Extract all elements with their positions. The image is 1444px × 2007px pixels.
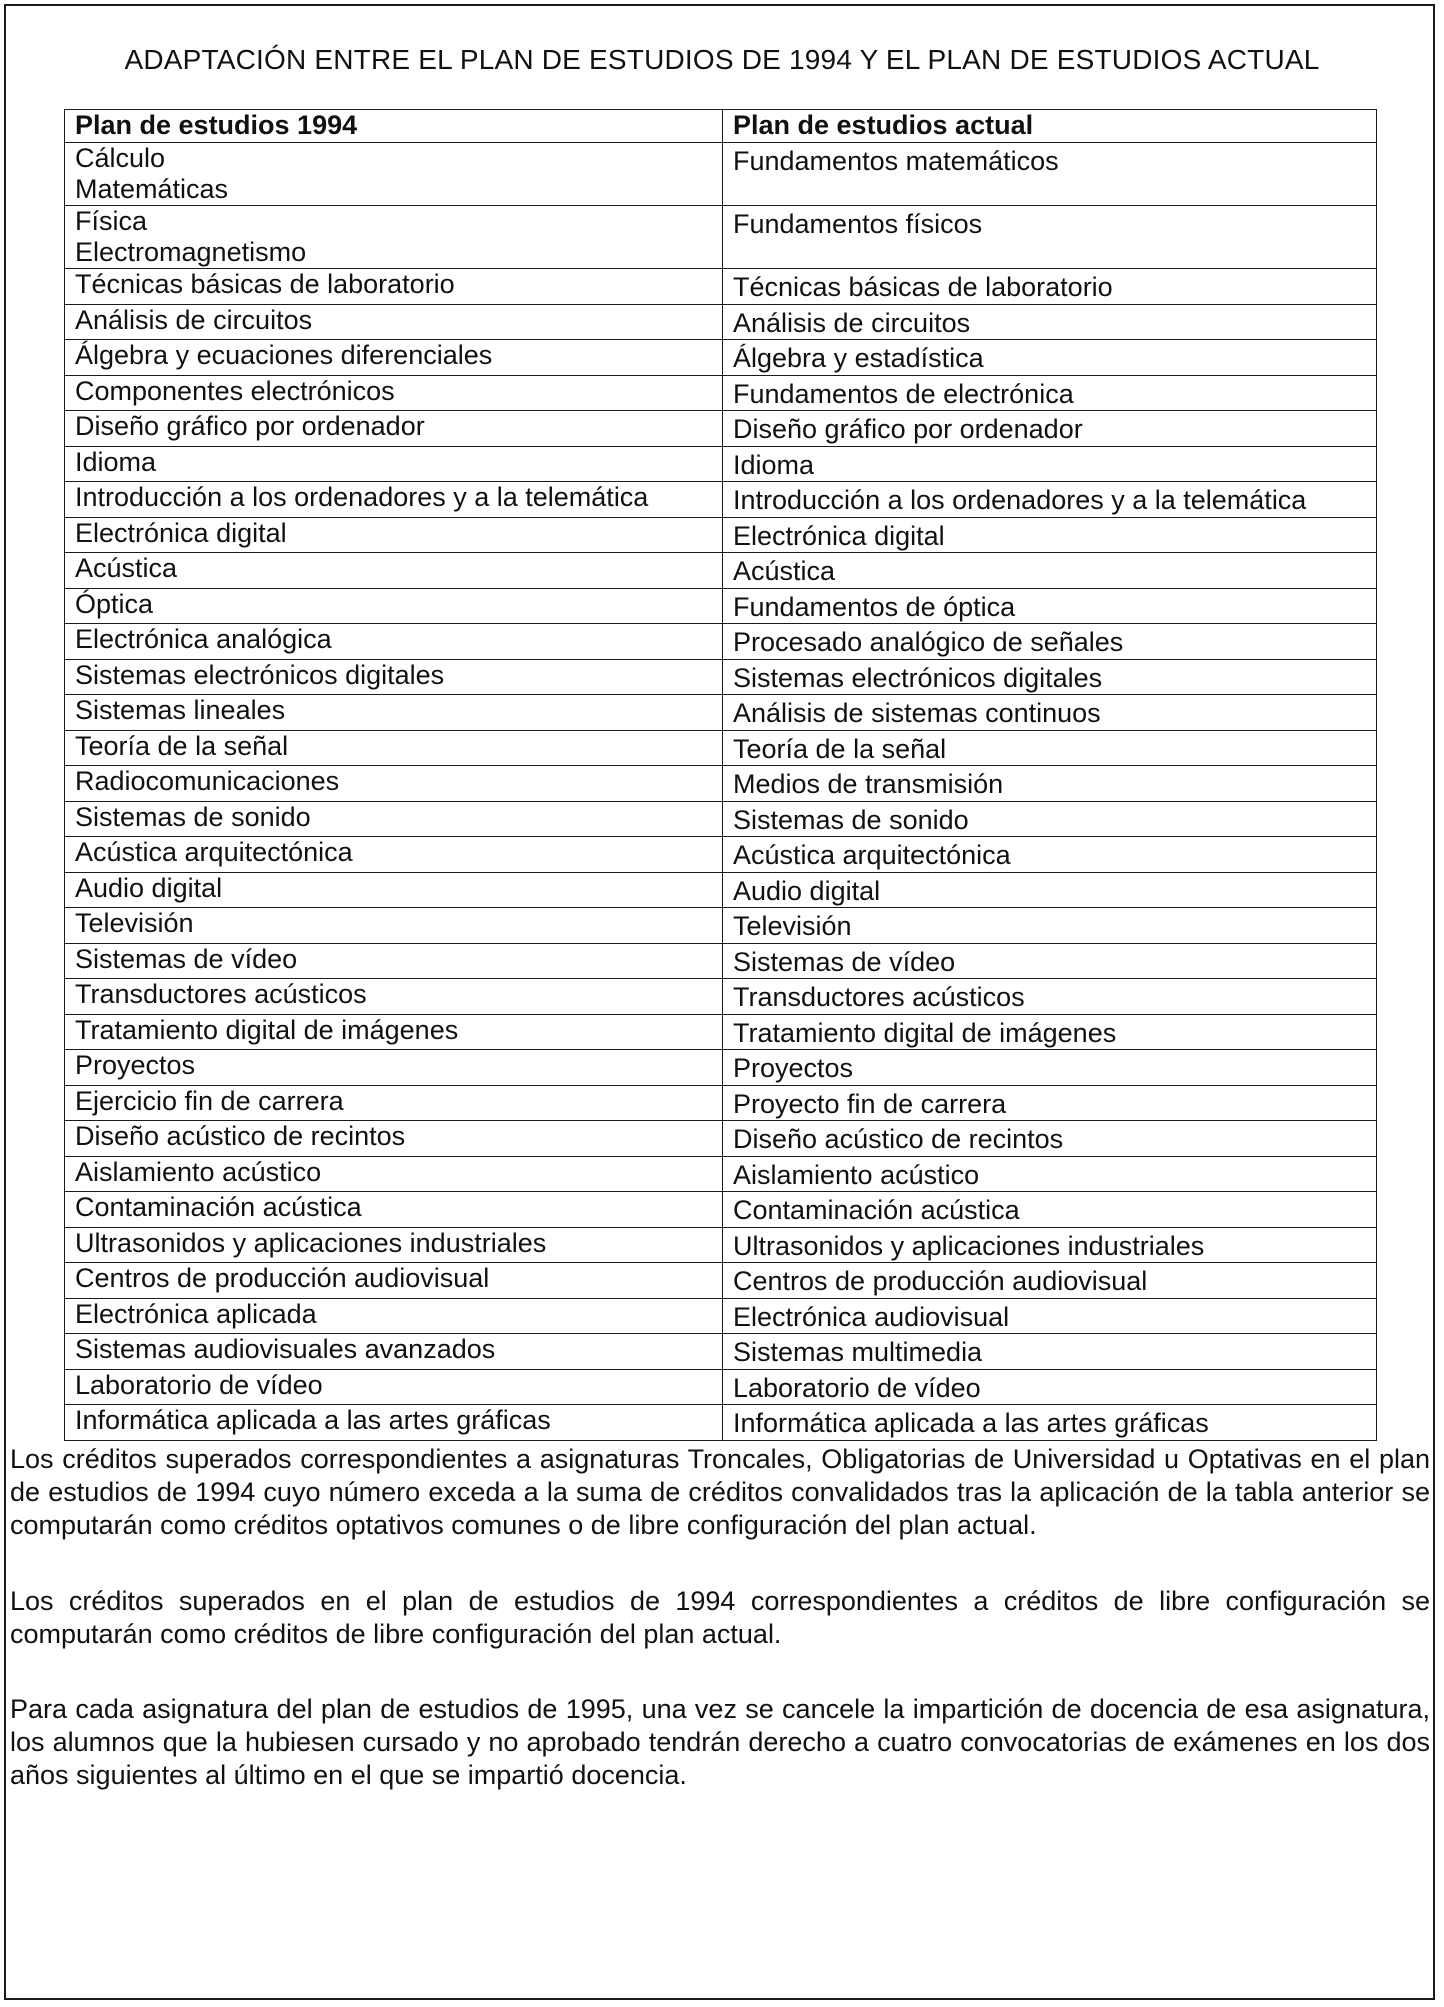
- old-subject: Centros de producción audiovisual: [75, 1263, 490, 1293]
- table-row: [65, 446, 1377, 482]
- old-plan-cell: [65, 766, 723, 802]
- old-subject: Acústica arquitectónica: [75, 837, 353, 867]
- current-subject: Introducción a los ordenadores y a la telemática: [733, 485, 1307, 515]
- table-row: [65, 1405, 1377, 1441]
- table-row: [65, 1156, 1377, 1192]
- header-current-plan: Plan de estudios actual: [723, 110, 1377, 143]
- table-row: [65, 411, 1377, 447]
- current-plan-cell: [723, 588, 1377, 624]
- table-row: [65, 269, 1377, 305]
- table-row: [65, 659, 1377, 695]
- old-subject: Electrónica analógica: [75, 624, 332, 654]
- note-paragraph-free-credits: Los créditos superados en el plan de estudios de 1994 correspondientes a créditos de libre configuración se computarán como créditos de libre configuración del plan actual.: [10, 1586, 1430, 1649]
- table-row: [65, 943, 1377, 979]
- old-plan-cell: [65, 446, 723, 482]
- old-plan-cell: [65, 1334, 723, 1370]
- current-plan-cell: [723, 411, 1377, 447]
- table-row: [65, 304, 1377, 340]
- old-plan-cell: [65, 1085, 723, 1121]
- table-row: [65, 766, 1377, 802]
- old-subject: Tratamiento digital de imágenes: [75, 1014, 459, 1045]
- old-plan-cell: [65, 588, 723, 624]
- old-subject: Técnicas básicas de laboratorio: [75, 269, 455, 299]
- old-subject: Electromagnetismo: [75, 237, 307, 267]
- current-subject: Fundamentos matemáticos: [733, 146, 1059, 176]
- old-subject: Idioma: [75, 446, 157, 477]
- current-plan-cell: [723, 766, 1377, 802]
- current-subject: Procesado analógico de señales: [733, 627, 1124, 657]
- table-row: [65, 695, 1377, 731]
- current-subject: Aislamiento acústico: [733, 1159, 980, 1190]
- old-subject: Análisis de circuitos: [75, 304, 313, 335]
- current-plan-cell: [723, 730, 1377, 766]
- current-plan-cell: [723, 801, 1377, 837]
- current-subject: Diseño gráfico por ordenador: [733, 414, 1083, 444]
- current-subject: Proyecto fin de carrera: [733, 1088, 1007, 1119]
- current-plan-cell: [723, 943, 1377, 979]
- current-plan-cell: [723, 1227, 1377, 1263]
- table-row: [65, 517, 1377, 553]
- old-plan-cell: [65, 206, 723, 269]
- current-plan-cell: [723, 695, 1377, 731]
- old-subject: Laboratorio de vídeo: [75, 1369, 323, 1400]
- old-subject: Diseño acústico de recintos: [75, 1121, 406, 1151]
- current-subject: Acústica: [733, 556, 836, 586]
- table-row: [65, 908, 1377, 944]
- old-plan-cell: [65, 553, 723, 589]
- current-plan-cell: [723, 446, 1377, 482]
- old-subject: Diseño gráfico por ordenador: [75, 411, 425, 441]
- old-plan-cell: [65, 143, 723, 206]
- current-subject: Tratamiento digital de imágenes: [733, 1017, 1117, 1048]
- old-plan-cell: [65, 1227, 723, 1263]
- current-plan-cell: [723, 979, 1377, 1015]
- current-subject: Sistemas electrónicos digitales: [733, 662, 1103, 693]
- note-paragraph-exam-rights: Para cada asignatura del plan de estudios de 1995, una vez se cancele la impartición de docencia de esa asignatura, los alumnos que la hubiesen cursado y no aprobado tendrán derecho a cuatro convocatorias de exámenes en los dos años siguientes al último en el que se impartió docencia.: [10, 1694, 1430, 1790]
- current-plan-cell: [723, 269, 1377, 305]
- old-subject: Audio digital: [75, 872, 223, 903]
- old-subject: Aislamiento acústico: [75, 1156, 322, 1187]
- old-plan-cell: [65, 1298, 723, 1334]
- table-row: [65, 1121, 1377, 1157]
- old-subject: Proyectos: [75, 1050, 196, 1080]
- current-subject: Electrónica audiovisual: [733, 1301, 1010, 1332]
- current-subject: Análisis de circuitos: [733, 307, 971, 338]
- old-plan-cell: [65, 482, 723, 518]
- old-subject: Álgebra y ecuaciones diferenciales: [75, 340, 493, 370]
- table-row: [65, 1263, 1377, 1299]
- current-plan-cell: [723, 1085, 1377, 1121]
- current-subject: Sistemas de sonido: [733, 804, 969, 835]
- table-row: [65, 1192, 1377, 1228]
- old-subject: Informática aplicada a las artes gráficas: [75, 1405, 551, 1435]
- table-row: [65, 1369, 1377, 1405]
- current-plan-cell: [723, 206, 1377, 269]
- table-row: [65, 1298, 1377, 1334]
- old-subject: Acústica: [75, 553, 178, 583]
- old-plan-cell: [65, 1050, 723, 1086]
- current-plan-cell: [723, 624, 1377, 660]
- table-row: [65, 872, 1377, 908]
- old-plan-cell: [65, 1405, 723, 1441]
- current-subject: Contaminación acústica: [733, 1195, 1020, 1225]
- old-plan-cell: [65, 1121, 723, 1157]
- adaptation-table: [64, 109, 1377, 1441]
- table-row: [65, 206, 1377, 269]
- old-plan-cell: [65, 1014, 723, 1050]
- current-subject: Televisión: [733, 911, 852, 941]
- old-plan-cell: [65, 979, 723, 1015]
- old-subject: Sistemas audiovisuales avanzados: [75, 1334, 496, 1364]
- current-subject: Fundamentos físicos: [733, 209, 983, 239]
- current-plan-cell: [723, 1298, 1377, 1334]
- old-subject: Ejercicio fin de carrera: [75, 1085, 344, 1116]
- old-plan-cell: [65, 1156, 723, 1192]
- current-plan-cell: [723, 1121, 1377, 1157]
- table-row: [65, 837, 1377, 873]
- current-plan-cell: [723, 1263, 1377, 1299]
- document-title: ADAPTACIÓN ENTRE EL PLAN DE ESTUDIOS DE 1994 Y EL PLAN DE ESTUDIOS ACTUAL: [124, 44, 1320, 75]
- current-subject: Fundamentos de óptica: [733, 591, 1016, 622]
- old-plan-cell: [65, 1369, 723, 1405]
- old-plan-cell: [65, 801, 723, 837]
- table-row: [65, 979, 1377, 1015]
- old-subject: Sistemas lineales: [75, 695, 286, 725]
- table-row: [65, 1014, 1377, 1050]
- current-plan-cell: [723, 304, 1377, 340]
- old-plan-cell: [65, 872, 723, 908]
- table-row: [65, 1085, 1377, 1121]
- old-plan-cell: [65, 304, 723, 340]
- table-row: [65, 1227, 1377, 1263]
- current-plan-cell: [723, 482, 1377, 518]
- old-plan-cell: [65, 375, 723, 411]
- old-plan-cell: [65, 411, 723, 447]
- table-header-row: [65, 110, 1377, 143]
- table-row: [65, 1050, 1377, 1086]
- current-subject: Álgebra y estadística: [733, 343, 984, 373]
- table-row: [65, 553, 1377, 589]
- current-plan-cell: [723, 908, 1377, 944]
- current-plan-cell: [723, 1192, 1377, 1228]
- old-plan-cell: [65, 908, 723, 944]
- old-subject: Ultrasonidos y aplicaciones industriales: [75, 1227, 547, 1258]
- current-subject: Centros de producción audiovisual: [733, 1266, 1148, 1296]
- current-plan-cell: [723, 553, 1377, 589]
- table-row: [65, 730, 1377, 766]
- current-plan-cell: [723, 1334, 1377, 1370]
- table-row: [65, 482, 1377, 518]
- table-row: [65, 340, 1377, 376]
- table-row: [65, 375, 1377, 411]
- old-subject: Componentes electrónicos: [75, 375, 395, 406]
- table-row: [65, 1334, 1377, 1370]
- current-plan-cell: [723, 659, 1377, 695]
- old-subject: Radiocomunicaciones: [75, 766, 340, 796]
- table-row: [65, 801, 1377, 837]
- old-subject: Electrónica aplicada: [75, 1298, 317, 1329]
- old-plan-cell: [65, 340, 723, 376]
- current-plan-cell: [723, 1050, 1377, 1086]
- old-subject: Sistemas electrónicos digitales: [75, 659, 445, 690]
- current-subject: Transductores acústicos: [733, 982, 1025, 1012]
- old-plan-cell: [65, 624, 723, 660]
- note-paragraph-credits-excess: Los créditos superados correspondientes a asignaturas Troncales, Obligatorias de Universidad u Optativas en el plan de estudios de 1994 cuyo número exceda a la suma de créditos convalidados tras la aplicación de la tabla anterior se computarán como créditos optativos comunes o de libre configuración del plan actual.: [10, 1444, 1430, 1540]
- old-subject: Televisión: [75, 908, 194, 938]
- old-subject: Óptica: [75, 588, 154, 619]
- old-plan-cell: [65, 730, 723, 766]
- old-subject: Matemáticas: [75, 174, 229, 204]
- old-subject: Introducción a los ordenadores y a la telemática: [75, 482, 649, 512]
- current-plan-cell: [723, 872, 1377, 908]
- old-plan-cell: [65, 837, 723, 873]
- old-plan-cell: [65, 695, 723, 731]
- old-plan-cell: [65, 269, 723, 305]
- old-subject: Sistemas de vídeo: [75, 943, 298, 974]
- current-subject: Teoría de la señal: [733, 733, 947, 764]
- current-plan-cell: [723, 1405, 1377, 1441]
- old-subject: Sistemas de sonido: [75, 801, 311, 832]
- current-subject: Ultrasonidos y aplicaciones industriales: [733, 1230, 1205, 1261]
- current-subject: Análisis de sistemas continuos: [733, 698, 1101, 728]
- table-row: [65, 143, 1377, 206]
- current-plan-cell: [723, 1014, 1377, 1050]
- current-subject: Electrónica digital: [733, 520, 945, 551]
- old-subject: Cálculo: [75, 143, 166, 173]
- current-subject: Diseño acústico de recintos: [733, 1124, 1064, 1154]
- current-subject: Idioma: [733, 449, 815, 480]
- current-subject: Sistemas de vídeo: [733, 946, 956, 977]
- old-subject: Teoría de la señal: [75, 730, 289, 761]
- old-plan-cell: [65, 1263, 723, 1299]
- header-old-plan: Plan de estudios 1994: [65, 110, 723, 143]
- old-subject: Física: [75, 206, 148, 236]
- current-subject: Medios de transmisión: [733, 769, 1004, 799]
- current-plan-cell: [723, 1369, 1377, 1405]
- current-subject: Informática aplicada a las artes gráficas: [733, 1408, 1209, 1438]
- old-plan-cell: [65, 1192, 723, 1228]
- table-row: [65, 588, 1377, 624]
- current-plan-cell: [723, 517, 1377, 553]
- current-subject: Técnicas básicas de laboratorio: [733, 272, 1113, 302]
- current-subject: Sistemas multimedia: [733, 1337, 983, 1367]
- current-subject: Acústica arquitectónica: [733, 840, 1011, 870]
- current-plan-cell: [723, 340, 1377, 376]
- old-subject: Contaminación acústica: [75, 1192, 362, 1222]
- current-plan-cell: [723, 837, 1377, 873]
- current-plan-cell: [723, 1156, 1377, 1192]
- current-subject: Proyectos: [733, 1053, 854, 1083]
- old-plan-cell: [65, 943, 723, 979]
- table-row: [65, 624, 1377, 660]
- old-subject: Transductores acústicos: [75, 979, 367, 1009]
- old-subject: Electrónica digital: [75, 517, 287, 548]
- old-plan-cell: [65, 517, 723, 553]
- current-subject: Audio digital: [733, 875, 881, 906]
- old-plan-cell: [65, 659, 723, 695]
- current-subject: Fundamentos de electrónica: [733, 378, 1074, 409]
- current-subject: Laboratorio de vídeo: [733, 1372, 981, 1403]
- current-plan-cell: [723, 143, 1377, 206]
- current-plan-cell: [723, 375, 1377, 411]
- table-body: [65, 143, 1377, 1441]
